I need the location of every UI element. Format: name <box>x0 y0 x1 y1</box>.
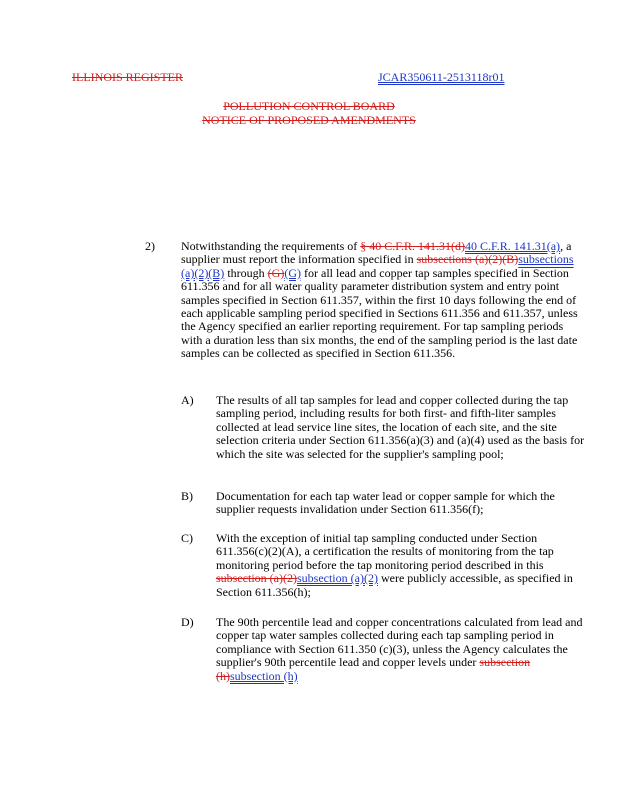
item-text-3: through <box>224 265 268 280</box>
subitem-d-text-1: The 90th percentile lead and copper concentrations calculated from lead and copper tap water samples collected during each tap sampling period in compliance with Section 611.350 (c)(3), unless the Agency calculates the supplier's 90th percentile lead and copper levels under <box>216 615 583 670</box>
subitem-d-inserted: subsection (h) <box>230 668 298 683</box>
subitem-b-text: Documentation for each tap water lead or copper sample for which the supplier requests invalidation under Section 611.356(f); <box>216 489 555 517</box>
item-number: 2) <box>145 239 155 253</box>
subitem-d-letter: D) <box>181 615 194 629</box>
subitem-c-text-1: With the exception of initial tap sampling conducted under Section 611.356(c)(2)(A), a certification the results of monitoring from the tap monitoring period before the tap monitoring period described in this <box>216 531 554 572</box>
subitem-b-letter: B) <box>181 489 193 503</box>
inserted-subsections: subsections (a)(2)(B) <box>181 252 574 280</box>
notice-title: NOTICE OF PROPOSED AMENDMENTS <box>202 113 416 127</box>
item-text-2: , a supplier must report the information specified in <box>181 239 572 267</box>
deleted-subsections: subsections (a)(2)(B) <box>416 252 519 267</box>
deleted-g: (G) <box>267 265 285 280</box>
subitem-c-deleted: subsection (a)(2) <box>216 571 297 586</box>
subitem-a-letter: A) <box>181 393 194 407</box>
agency-title: POLLUTION CONTROL BOARD <box>223 99 395 113</box>
subitem-c-paragraph <box>216 532 588 599</box>
item-text-1: Notwithstanding the requirements of <box>181 239 361 253</box>
subitem-a-text: The results of all tap samples for lead and copper collected during the tap sampling period, including results for both first- and fifth-liter samples collected at lead service line sites, the location of each site, and the site selection criteria under Section 611.356(a)(3) and (a)(4) used as the basis for which the site was selected for the supplier's sampling pool; <box>216 393 585 461</box>
register-title: ILLINOIS REGISTER <box>72 70 183 84</box>
subitem-c-letter: C) <box>181 531 193 545</box>
jcar-code: JCAR350611-2513118r01 <box>378 70 505 84</box>
deleted-citation: § 40 C.F.R. 141.31(d) <box>360 239 466 253</box>
item-paragraph <box>181 240 581 361</box>
subitem-d-deleted: subsection (h) <box>216 655 531 683</box>
subitem-d-paragraph <box>216 616 588 683</box>
inserted-g: (G) <box>284 265 301 280</box>
subitem-c-inserted: subsection (a)(2) <box>296 571 378 586</box>
inserted-citation: 40 C.F.R. 141.31(a) <box>465 239 561 253</box>
item-text-4: for all lead and copper tap samples specified in Section 611.356 and for all water quality parameter distribution system and entry point samples specified in Section 611.357, within the first 10 days following the end of each applicable sampling period specified in Sections 611.356 and 611.357, unless the Agency specified an earlier reporting requirement. For tap sampling periods with a duration less than six months, the end of the sampling period is the last date samples can be collected as specified in Section 611.356. <box>181 265 578 361</box>
subitem-c-text-2: were publicly accessible, as specified in Section 611.356(h); <box>216 571 573 599</box>
